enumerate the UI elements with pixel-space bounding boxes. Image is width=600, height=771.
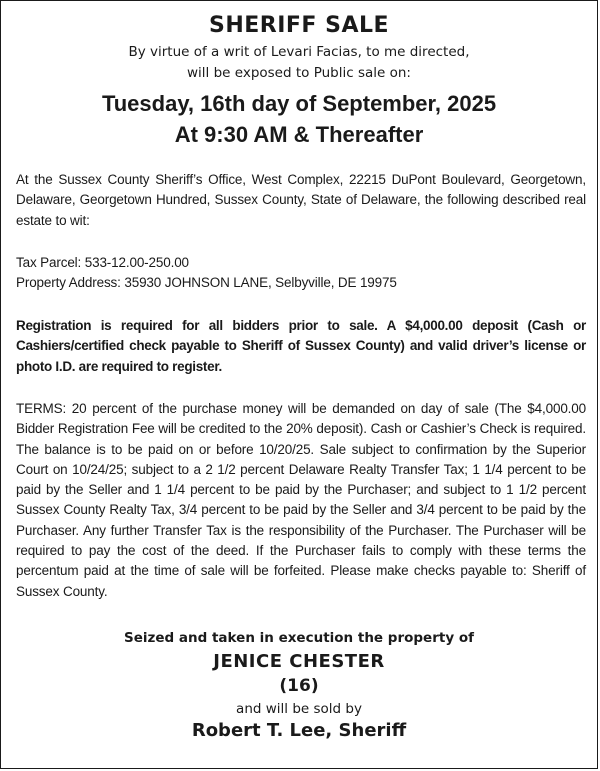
sale-date: Tuesday, 16th day of September, 2025 <box>101 91 497 116</box>
sale-time: At 9:30 AM & Thereafter <box>174 122 424 147</box>
intro-line-1: By virtue of a writ of Levari Facias, to me directed, <box>128 44 470 60</box>
registration-requirements: Registration is required for all bidders prior to sale. A $4,000.00 deposit (Cash or Cashiers/certified check payable to Sheriff of Sussex County) and valid driver’s license or photo I.D. are required to register. <box>16 318 586 374</box>
seized-statement: Seized and taken in execution the property of <box>124 630 474 646</box>
terms-paragraph: TERMS: 20 percent of the purchase money will be demanded on day of sale (The $4,000.00 Bidder Registration Fee will be credited to the 20% deposit). Cash or Cashier’s Check is required. The balance is to be paid on or before 10/20/25. Sale subject to confirmation by the Superior Court on 10/24/25; subject to a 2 1/2 percent Delaware Realty Transfer Tax; 1 1/4 percent to be paid by the Seller and 1 1/4 percent to be paid by the Purchaser; and subject to 1 1/2 percent Sussex County Realty Tax, 3/4 percent to be paid by the Seller and 3/4 percent to be paid by the Purchaser. Any further Transfer Tax is the responsibility of the Purchaser. The Purchaser will be required to pay the cost of the deed. If the Purchaser fails to comply with these terms the percentum paid at the time of sale will be forfeited. Please make checks payable to: Sheriff of Sussex County. <box>16 401 586 599</box>
property-details <box>16 253 586 294</box>
sold-by-statement: and will be sold by <box>236 701 362 717</box>
notice-intro <box>1 42 597 84</box>
defendant-name: JENICE CHESTER <box>213 651 385 672</box>
sheriff-name: Robert T. Lee, Sheriff <box>191 720 407 741</box>
intro-line-2: will be exposed to Public sale on: <box>187 65 411 81</box>
property-address: Property Address: 35930 JOHNSON LANE, Selbyville, DE 19975 <box>16 275 397 291</box>
case-number: (16) <box>279 676 319 696</box>
tax-parcel: Tax Parcel: 533-12.00-250.00 <box>16 255 189 270</box>
notice-title: SHERIFF SALE <box>208 13 390 38</box>
sale-location-paragraph: At the Sussex County Sheriff’s Office, West Complex, 22215 DuPont Boulevard, Georgetown, Delaware, Georgetown Hundred, Sussex County, State of Delaware, the following described real estate to wit: <box>16 172 586 228</box>
